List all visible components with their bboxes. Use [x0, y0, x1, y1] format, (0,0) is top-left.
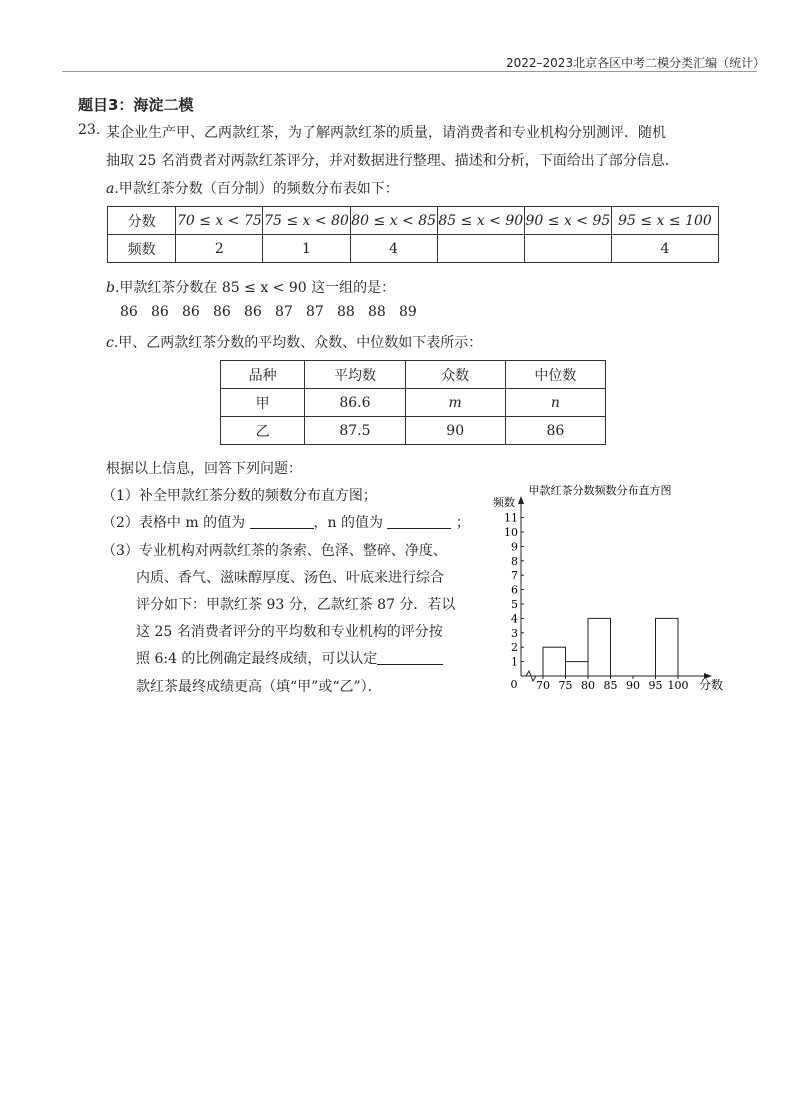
prompt-text: 根据以上信息，回答下列问题： — [106, 461, 302, 477]
chart-title: 甲款红茶分数频数分布直方图 — [528, 484, 672, 497]
b-value: 89 — [399, 304, 417, 320]
stats-cell: m — [405, 389, 505, 417]
freq-count: 1 — [263, 235, 350, 263]
b-values-list — [120, 304, 430, 320]
y-tick-label: 2 — [511, 641, 518, 655]
y-tick-label: 6 — [511, 583, 518, 597]
answer-blank-m[interactable] — [250, 514, 314, 529]
b-value: 88 — [368, 304, 386, 320]
intro-line-2: 抽取 25 名消费者对两款红茶评分，并对数据进行整理、描述和分析，下面给出了部分信息． — [106, 153, 679, 169]
frequency-table — [107, 206, 719, 263]
freq-row-header: 分数 — [108, 207, 176, 235]
question-3-line: （3）专业机构对两款红茶的条索、色泽、整碎、净度、 — [102, 543, 447, 559]
part-c-text: 甲、乙两款红茶分数的平均数、众数、中位数如下表所示： — [118, 335, 483, 351]
part-a-label: a. — [106, 181, 119, 197]
topic-title: 题目3：海淀二模 — [78, 96, 194, 114]
y-tick-label: 5 — [511, 598, 518, 611]
question-3-line: 内质、香气、滋味醇厚度、汤色、叶底来进行综合 — [136, 570, 444, 586]
y-axis-arrow — [518, 496, 524, 504]
q2-mid: ，n 的值为 — [313, 515, 384, 531]
y-tick-label: 9 — [511, 540, 518, 554]
b-value: 86 — [182, 304, 200, 320]
stats-header: 众数 — [405, 361, 505, 389]
answer-blank-n[interactable] — [387, 514, 451, 529]
page-header-title: 2022–2023北京各区中考二模分类汇编（统计） — [506, 56, 766, 70]
stats-cell: 86.6 — [305, 389, 405, 417]
part-b — [106, 277, 395, 297]
y-tick-label: 4 — [511, 612, 518, 626]
freq-interval: 95 ≤ x ≤ 100 — [611, 207, 718, 235]
stats-header: 中位数 — [505, 361, 605, 389]
freq-interval: 80 ≤ x < 85 — [350, 207, 437, 235]
y-tick-label: 3 — [511, 626, 518, 640]
b-value: 86 — [213, 304, 231, 320]
part-b-text: 甲款红茶分数在 85 ≤ x < 90 这一组的是： — [119, 280, 396, 296]
freq-interval: 75 ≤ x < 80 — [263, 207, 350, 235]
part-c-label: c. — [106, 335, 119, 351]
header-divider — [62, 71, 757, 72]
question-number: 23. — [78, 122, 101, 138]
freq-count-blank[interactable] — [437, 235, 524, 263]
stats-cell: n — [505, 389, 605, 417]
question-3-line: 款红茶最终成绩更高（填“甲”或“乙”）． — [136, 679, 382, 695]
b-value: 87 — [306, 304, 324, 320]
x-tick-label: 100 — [667, 679, 689, 692]
y-tick-label: 7 — [511, 569, 518, 583]
question-3-line: 这 25 名消费者评分的平均数和专业机构的评分按 — [136, 624, 443, 640]
part-a — [106, 178, 399, 198]
freq-interval: 90 ≤ x < 95 — [524, 207, 611, 235]
freq-count: 4 — [350, 235, 437, 263]
b-value: 88 — [337, 304, 355, 320]
histogram-bar — [543, 647, 566, 676]
intro-line-1: 某企业生产甲、乙两款红茶，为了解两款红茶的质量，请消费者和专业机构分别测评．随机 — [106, 125, 666, 141]
x-axis-label: 分数 — [699, 678, 724, 692]
freq-count-header: 频数 — [108, 235, 176, 263]
x-tick-label: 95 — [648, 679, 663, 692]
histogram-chart — [484, 476, 744, 716]
x-tick-label: 80 — [581, 679, 595, 692]
histogram-bar — [566, 662, 589, 676]
y-tick-label: 8 — [511, 554, 518, 568]
question-1: （1）补全甲款红茶分数的频数分布直方图； — [102, 488, 377, 504]
b-value: 86 — [120, 304, 138, 320]
b-value: 86 — [244, 304, 262, 320]
x-tick-label: 85 — [603, 679, 618, 692]
question-2 — [102, 512, 470, 532]
y-tick-label: 11 — [504, 511, 518, 525]
question-3-line: 照 6:4 的比例确定最终成绩，可以认定 — [136, 651, 378, 667]
stats-cell: 87.5 — [305, 417, 405, 445]
part-b-label: b. — [106, 280, 120, 296]
b-value: 86 — [151, 304, 169, 320]
answer-blank-q3[interactable] — [377, 650, 443, 665]
stats-header: 品种 — [221, 361, 305, 389]
question-3-line: 评分如下：甲款红茶 93 分，乙款红茶 87 分．若以 — [136, 597, 456, 613]
freq-interval: 70 ≤ x < 75 — [176, 207, 263, 235]
freq-interval: 85 ≤ x < 90 — [437, 207, 524, 235]
q2-end: ； — [455, 515, 470, 531]
stats-cell: 乙 — [221, 417, 305, 445]
stats-cell: 86 — [505, 417, 605, 445]
part-a-text: 甲款红茶分数（百分制）的频数分布表如下： — [118, 181, 399, 197]
y-tick-label: 10 — [504, 526, 518, 539]
x-tick-label: 70 — [536, 679, 550, 692]
stats-header: 平均数 — [305, 361, 405, 389]
freq-count: 2 — [176, 235, 263, 263]
origin-label: 0 — [510, 678, 518, 691]
question-3-line-with-blank — [136, 648, 443, 668]
q2-prefix: （2）表格中 m 的值为 — [102, 515, 246, 531]
histogram-bar — [656, 618, 679, 676]
stats-table — [220, 360, 606, 445]
x-tick-label: 90 — [626, 679, 640, 692]
part-c — [106, 332, 482, 352]
stats-cell: 甲 — [221, 389, 305, 417]
x-tick-label: 75 — [558, 679, 573, 692]
y-axis-label: 频数 — [493, 496, 515, 509]
histogram-bar — [588, 618, 611, 676]
y-tick-label: 1 — [511, 655, 518, 669]
freq-count-blank[interactable] — [524, 235, 611, 263]
stats-cell: 90 — [405, 417, 505, 445]
b-value: 87 — [275, 304, 293, 320]
freq-count: 4 — [611, 235, 718, 263]
